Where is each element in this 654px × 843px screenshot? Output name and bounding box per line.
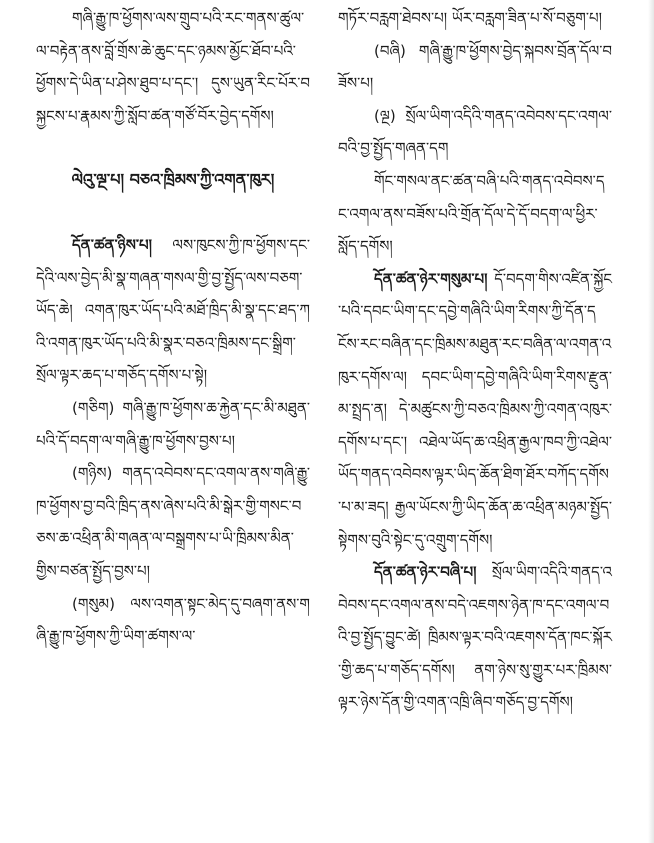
right-column	[338, 2, 612, 719]
list-item: (བཞི) གཞི་རྒྱུ་ཁ་ཕྱོགས་བྱེད་སྐབས་བྲོན་དོལ་བཟོས་པ།	[338, 41, 612, 93]
article-text: དོ་བདག་གིས་འཛིན་སྐྱོང་པའི་དབང་ཡིག་དང་དབྱེ་གཞིའི་ཡིག་རིགས་ཀྱི་དོན་དངོས་རང་བཞིན་དང་ཁྲིམས་མཐུན་རང་བཞིན་ལ་འགན་འཁུར་དགོས་ལ། དབང་ཡིག་དབྱེ་གཞིའི་ཡིག་རིགས་རྫུན་མ་སྤྲད་ན། དེ་མཚུངས་ཀྱི་བཅའ་ཁྲིམས་ཀྱི་འགན་འཁུར་དགོས་པ་དང་། འཐེལ་ཡོད་ཆ་འཕྲིན་རྒྱལ་ཁབ་ཀྱི་འཐེལ་ཡོད་གནད་འབེབས་ལྟར་ཡིད་ཆོན་ཐིག་ཐོར་བཀོད་དགོས་པ་མ་ཟད། རྒྱལ་ཡོངས་ཀྱི་ཡིད་ཆོན་ཆ་འཕྲིན་མཉམ་སྤྱོད་སྟེགས་བུའི་སྟེང་དུ་འགྲུག་དགོས།	[338, 269, 612, 549]
article-text: ལས་ཁུངས་ཀྱི་ཁ་ཕྱོགས་དང་དེའི་ལས་བྱེད་མི་སྣ་གཞན་གསལ་གྱི་བྱ་སྤྱོད་ལས་བཅག་ཡོད་ཆེ། འགན་ཁུར་ཡོད་པའི་མཐོ་ཁྲིད་མི་སྣ་དང་ཐད་ཀའི་འགན་ཁུར་ཡོད་པའི་མི་སྣར་བཅའ་ཁྲིམས་དང་སྒྲིག་སྲོལ་ལྟར་ཆད་པ་གཅོད་དགོས་པ་སྟེ།	[36, 235, 310, 385]
list-item: (གཅིག) གཞི་རྒྱུ་ཁ་ཕྱོགས་ཆ་རྐྱེན་དང་མི་མཐུན་པའི་དོ་བདག་ལ་གཞི་རྒྱུ་ཁ་ཕྱོགས་བྱས་པ།	[36, 398, 310, 450]
article-text: སྲོལ་ཡིག་འདིའི་གནད་འབེབས་དང་འགལ་ནས་བདེ་འཇགས་ཉེན་ཁ་དང་འགལ་བའི་བྱ་སྤྱོད་བྱུང་ཚེ། ཁྲིམས་ལྟར་བའི་འཇགས་དོན་ཁང་སྐོར་གྱི་ཆད་པ་གཅོད་དགོས། ནག་ཉེས་སུ་གྱུར་པར་ཁྲིམས་ལྟར་ཉེས་དོན་གྱི་འགན་འཁྲི་ཞིབ་གཅོད་བྱ་དགོས།	[338, 563, 612, 712]
paragraph: གཞི་རྒྱུ་ཁ་ཕྱོགས་ལས་གྲུབ་པའི་རང་གནས་ཚུལ་ལ་བརྟེན་ནས་བློ་གྲོས་ཆེ་ཆུང་དང་ཉམས་མྱོང་ཐོབ་པའི་ཕྱོགས་དེ་ཡིན་པ་ཤེས་ཐུབ་པ་དང་། དུས་ཡུན་རིང་པོར་བསྐྱངས་པ་རྣམས་ཀྱི་སློབ་ཚན་གཙོ་བོར་བྱེད་དགོས།	[36, 9, 310, 125]
list-item: (ལྔ) སྲོལ་ཡིག་འདིའི་གནད་འབེབས་དང་འགལ་བའི་བྱ་སྤྱོད་གཞན་དག	[338, 106, 612, 158]
paragraph-continued: གཏོར་བརླག་ཐེབས་པ། ཡོར་བརླག་ཟིན་པ་སོ་བཅུག་པ།	[338, 9, 602, 27]
paragraph: གོང་གསལ་ནང་ཚན་བཞི་པའི་གནད་འབེབས་དང་འགལ་ནས་བཟོས་པའི་གྲོན་དོལ་དེ་དོ་བདག་ལ་ཕྱིར་སློད་དགོས།	[338, 171, 605, 256]
article-paragraph	[338, 556, 612, 719]
spacer	[36, 197, 310, 229]
article-paragraph	[338, 263, 612, 556]
list-item: (གཉིས) གནད་འབེབས་དང་འགལ་ནས་གཞི་རྒྱུ་ཁ་ཕྱོགས་བྱ་བའི་ཁྲིད་ནས་ཞེས་པའི་མི་སྒེར་གྱི་གསང་བཅས་ཆ་འཕྲིན་མི་གཞན་ལ་བསྒྲགས་པ་ཡི་ཁྲིམས་མིན་གྱིས་བཙན་སྤྱོད་བྱས་པ།	[36, 464, 310, 580]
left-column	[36, 2, 310, 653]
page-edge-shadow	[648, 0, 654, 843]
list-item: (གསུམ) ལས་འགན་སྟང་མེད་དུ་བཞག་ནས་གཞི་རྒྱུ་ཁ་ཕྱོགས་ཀྱི་ཡིག་ཚགས་ལ་	[36, 594, 310, 646]
article-number: དོན་ཚན་ཉེར་གསུམ་པ།	[374, 269, 488, 288]
spacer	[36, 132, 310, 164]
article-paragraph	[36, 229, 310, 392]
chapter-heading: ལེའུ་ལྔ་པ། བཅའ་ཁྲིམས་ཀྱི་འགན་ཁུར།	[71, 170, 275, 190]
article-number: དོན་ཚན་ཉིས་པ།	[72, 235, 152, 254]
article-number: དོན་ཚན་ཉེར་བཞི་པ།	[374, 563, 477, 582]
